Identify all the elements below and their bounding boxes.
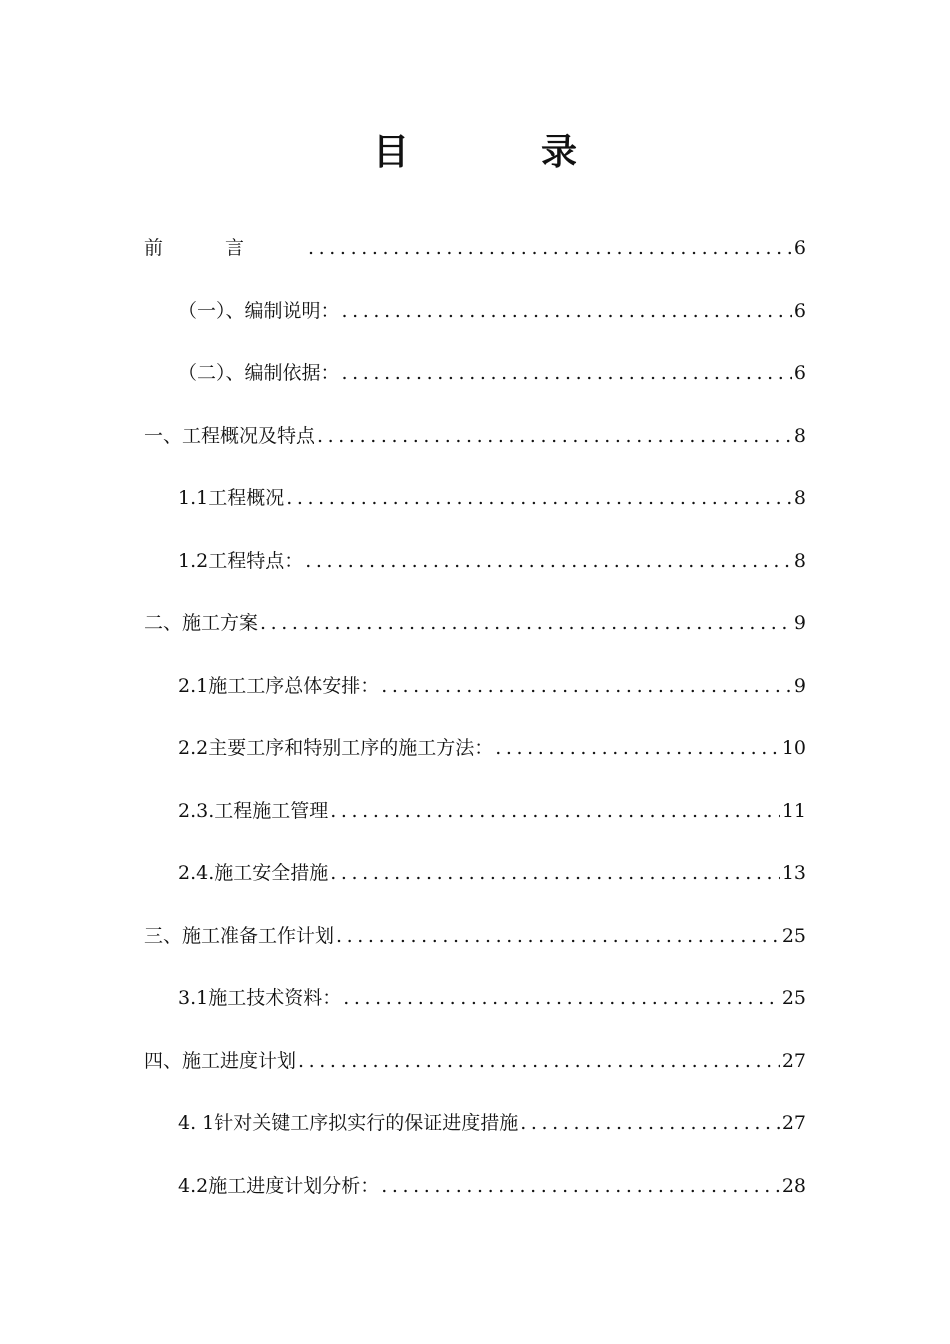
toc-entry-page: 25 [781,987,806,1009]
toc-entry-label: 2.3.工程施工管理 [178,799,329,822]
toc-entry-label: 一、工程概况及特点 [144,424,316,447]
toc-entry-chapter-3[interactable] [144,916,806,956]
toc-leader-dots [260,603,792,643]
toc-entry-label: 2.1施工工序总体安排： [178,674,380,697]
toc-entry-label: 前言 [144,237,307,259]
toc-entry-1-2-features[interactable] [178,541,806,581]
toc-entry-3-1[interactable] [178,978,806,1018]
toc-leader-dots [342,353,792,393]
toc-entry-label: 2.4.施工安全措施 [178,862,329,884]
toc-entry-chapter-4[interactable] [144,1041,806,1081]
toc-entry-page: 8 [793,424,806,447]
toc-entry-2-2[interactable] [178,728,806,768]
toc-leader-dots [298,1041,780,1081]
toc-entry-label: 4. 1针对关键工序拟实行的保证进度措施 [178,1112,519,1134]
toc-leader-dots [308,228,792,268]
toc-entry-label: 二、施工方案 [144,612,259,634]
toc-entry-1-2[interactable] [178,353,806,393]
toc-entry-label: 3.1施工技术资料： [178,987,342,1009]
toc-entry-page: 27 [781,1049,806,1072]
toc-leader-dots [330,853,780,893]
toc-leader-dots [336,916,780,956]
toc-entry-chapter-2[interactable] [144,603,806,643]
toc-leader-dots [330,791,780,831]
toc-entry-page: 9 [793,674,806,697]
toc-entry-page: 27 [781,1112,806,1134]
toc-entry-page: 8 [793,487,806,509]
toc-entry-2-4[interactable] [178,853,806,893]
toc-leader-dots [286,478,792,518]
toc-entry-2-3[interactable] [178,791,806,831]
toc-leader-dots [343,978,780,1018]
toc-entry-1-1-overview[interactable] [178,478,806,518]
toc-entry-preface[interactable] [144,228,806,268]
toc-entry-1-1[interactable] [178,291,806,331]
page-title: 目 录 [372,131,625,173]
toc-entry-page: 6 [793,362,806,384]
toc-leader-dots [317,416,792,456]
toc-entry-page: 10 [781,737,806,759]
toc-leader-dots [342,291,792,331]
toc-entry-page: 28 [781,1174,806,1197]
toc-entry-page: 9 [793,612,806,634]
toc-entry-4-2[interactable] [178,1166,806,1206]
toc-leader-dots [381,666,792,706]
toc-entry-page: 6 [793,237,806,259]
toc-entry-label: 2.2主要工序和特别工序的施工方法： [178,737,494,759]
toc-leader-dots [305,541,792,581]
toc-entry-label: （二）、编制依据： [178,362,340,384]
toc-entry-label: （一）、编制说明： [178,299,340,322]
toc-entry-label: 1.2工程特点： [178,549,304,572]
toc-entry-page: 11 [781,799,806,822]
toc-entry-page: 8 [793,549,806,572]
toc-entry-2-1[interactable] [178,666,806,706]
toc-leader-dots [520,1103,780,1143]
toc-leader-dots [381,1166,780,1206]
toc-entry-label: 三、施工准备工作计划 [144,924,335,947]
toc-leader-dots [495,728,780,768]
toc-entry-chapter-1[interactable] [144,416,806,456]
toc-entry-page: 6 [793,299,806,322]
toc-entry-label: 四、施工进度计划 [144,1049,297,1072]
toc-entry-4-1[interactable] [178,1103,806,1143]
toc-entry-label: 4.2施工进度计划分析： [178,1174,380,1197]
toc-entry-page: 13 [781,862,806,884]
toc-entry-page: 25 [781,924,806,947]
toc-entry-label: 1.1工程概况 [178,487,285,509]
